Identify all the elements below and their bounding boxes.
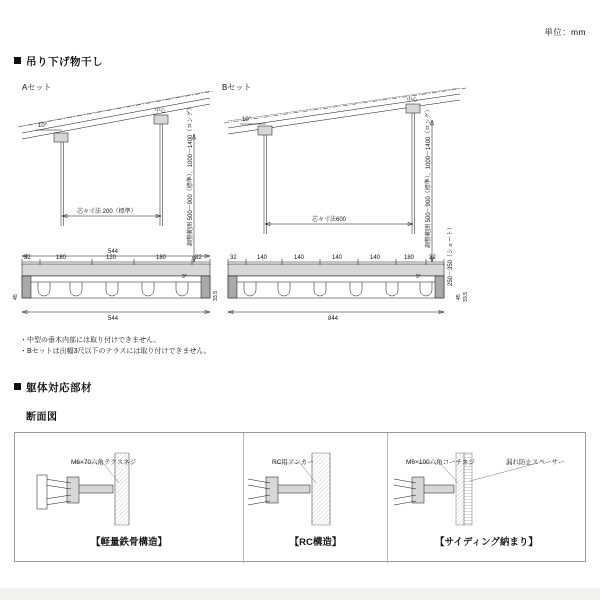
square-bullet-icon-2 [14, 383, 21, 390]
svg-text:180: 180 [56, 255, 67, 261]
svg-text:140: 140 [332, 255, 343, 261]
set-a-angle: 10° [38, 123, 48, 129]
svg-text:180: 180 [404, 255, 415, 261]
unit-note: 単位：mm [544, 27, 586, 37]
lead-steel-screw: M6×70六角テクスネジ [71, 459, 137, 466]
section-heading-body-parts-label: 躯体対応部材 [26, 382, 92, 394]
svg-text:中心: 中心 [407, 97, 418, 103]
set-b-label: Bセット [222, 83, 252, 92]
svg-text:45: 45 [456, 294, 462, 300]
square-bullet-icon [14, 57, 21, 64]
panel-column-steel [15, 433, 243, 563]
panel-column-rc [244, 433, 387, 563]
svg-text:180: 180 [156, 255, 167, 261]
caption-rc-structure: 【RC構造】 [289, 537, 342, 548]
svg-text:9°: 9° [416, 274, 421, 280]
svg-text:33.5: 33.5 [463, 291, 469, 302]
svg-text:32: 32 [24, 255, 31, 261]
svg-text:140: 140 [294, 255, 305, 261]
section-heading-hanging-dryer-label: 吊り下げ物干し [26, 56, 103, 68]
note-1: ・中型の垂木内部には取り付けできません。 [20, 337, 161, 344]
set-b-range-1: 調整範囲 500～900（標準）、1000～1400（ロング） [426, 106, 432, 248]
lead-rc-anchor: RC用アンカー [272, 459, 314, 466]
lead-siding-coach-screw: M6×100六角コーチネジ [406, 459, 475, 466]
set-b-angle: 10° [242, 117, 252, 123]
set-b-core-dim: 芯々寸法600 [312, 217, 347, 223]
svg-text:中心: 中心 [155, 108, 166, 114]
bottom-strip [0, 588, 600, 600]
set-a-width-bottom: 544 [108, 316, 119, 322]
svg-text:32: 32 [429, 255, 436, 261]
svg-text:33.5: 33.5 [213, 290, 219, 301]
set-a-label: Aセット [22, 83, 52, 92]
lead-leak-prevention-spacer: 漏れ防止スペーサー [506, 459, 565, 466]
cross-section-panel [14, 432, 586, 562]
panel-column-siding [388, 433, 585, 563]
set-a-core-dim: 芯々寸法 200（標準） [77, 209, 137, 215]
section-heading-hanging-dryer [14, 54, 103, 69]
note-2: ・Bセットは出幅3尺以下のテラスには取り付けできません。 [20, 347, 211, 355]
svg-text:45: 45 [13, 294, 19, 300]
set-a-width-top: 544 [108, 249, 119, 255]
set-b-width-bottom: 844 [328, 316, 339, 322]
notes-block [20, 336, 211, 358]
caption-siding-finish: 【サイディング納まり】 [435, 537, 538, 548]
set-b-range-2: 250～350（ショート） [448, 224, 454, 286]
svg-text:140: 140 [370, 255, 381, 261]
set-a-range: 調整範囲 500～900（標準）、1000～1400（ロング） [188, 104, 194, 246]
section-heading-body-parts [14, 380, 92, 395]
subheading-cross-section: 断面図 [26, 412, 58, 423]
svg-text:120: 120 [106, 255, 117, 261]
drawing-set-b [220, 86, 470, 331]
svg-text:9°: 9° [182, 274, 187, 280]
svg-text:32: 32 [230, 255, 237, 261]
drawing-set-a [14, 86, 219, 331]
svg-text:32: 32 [195, 255, 202, 261]
svg-text:140: 140 [257, 255, 268, 261]
caption-steel-structure: 【軽量鉄骨構造】 [90, 537, 167, 548]
